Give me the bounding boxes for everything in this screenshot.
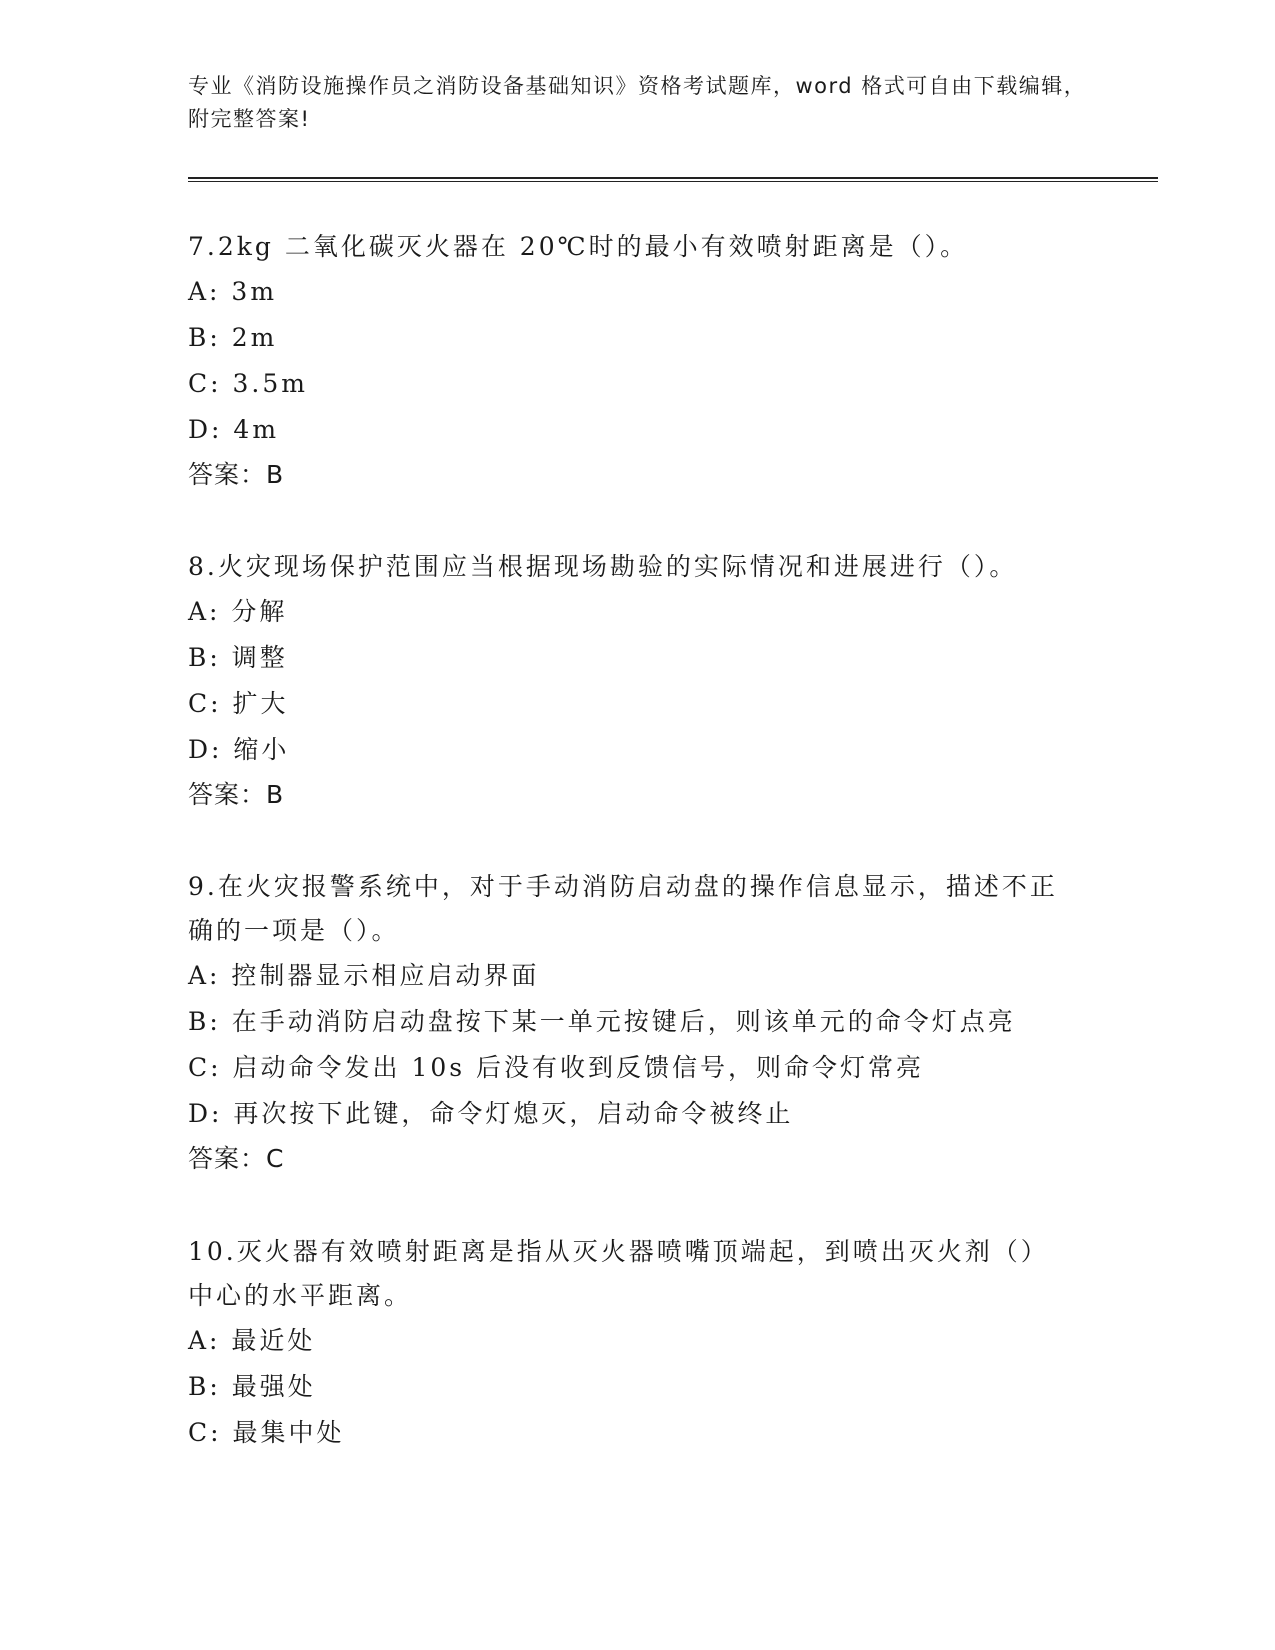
question-8 — [188, 545, 1068, 817]
option-c: C: 启动命令发出 10s 后没有收到反馈信号，则命令灯常亮 — [188, 1053, 925, 1082]
answer-label: 答案：C — [188, 1144, 285, 1173]
question-stem: 9.在火灾报警系统中，对于手动消防启动盘的操作信息显示，描述不正确的一项是（）。 — [188, 872, 1058, 945]
option-c: C: 最集中处 — [188, 1418, 345, 1447]
option-a: A: 3m — [188, 277, 278, 306]
document-header: 专业《消防设施操作员之消防设备基础知识》资格考试题库，word 格式可自由下载编辑，附完整答案! — [188, 74, 1087, 131]
option-d: D: 4m — [188, 415, 280, 444]
option-c: C: 3.5m — [188, 369, 308, 398]
option-a: A: 最近处 — [188, 1326, 316, 1355]
answer-label: 答案：B — [188, 780, 285, 809]
option-a: A: 分解 — [188, 597, 288, 626]
option-d: D: 再次按下此键，命令灯熄灭，启动命令被终止 — [188, 1099, 794, 1128]
header-divider — [188, 177, 1158, 182]
answer-label: 答案：B — [188, 460, 285, 489]
document-page — [188, 70, 1158, 1447]
option-b: B: 最强处 — [188, 1372, 316, 1401]
question-stem: 7.2kg 二氧化碳灭火器在 20℃时的最小有效喷射距离是（）。 — [188, 232, 969, 261]
option-b: B: 在手动消防启动盘按下某一单元按键后，则该单元的命令灯点亮 — [188, 1007, 1016, 1036]
question-stem: 10.灭火器有效喷射距离是指从灭火器喷嘴顶端起，到喷出灭火剂（）中心的水平距离。 — [188, 1237, 1049, 1310]
question-stem: 8.火灾现场保护范围应当根据现场勘验的实际情况和进展进行（）。 — [188, 552, 1018, 581]
question-10 — [188, 1230, 1068, 1456]
option-a: A: 控制器显示相应启动界面 — [188, 961, 540, 990]
option-d: D: 缩小 — [188, 735, 290, 764]
option-c: C: 扩大 — [188, 689, 289, 718]
question-7 — [188, 225, 1068, 497]
option-b: B: 调整 — [188, 643, 288, 672]
question-9 — [188, 865, 1068, 1181]
option-b: B: 2m — [188, 323, 278, 352]
